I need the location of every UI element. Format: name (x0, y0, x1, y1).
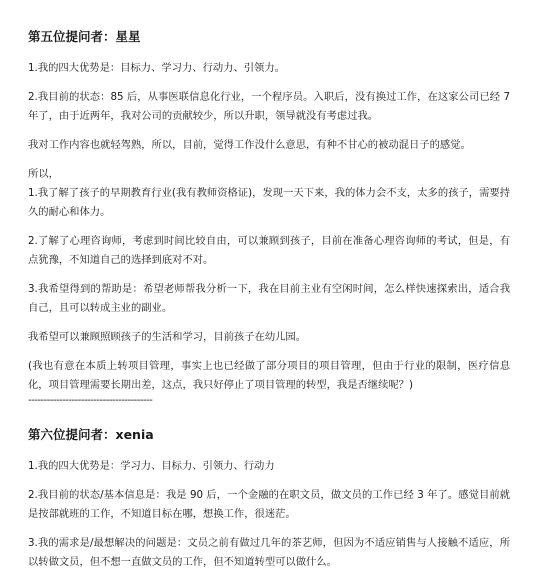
section-heading: 第五位提问者：星星 (28, 29, 141, 44)
paragraph: 3.我希望得到的帮助是：希望老师帮我分析一下，我在目前主业有空闲时间，怎么样快速探索出，适合我自己，且可以转成主业的副业。 (28, 283, 510, 314)
paragraph: (我也有意在本质上转项目管理，事实上也已经做了部分项目的项目管理，但由于行业的限制，医疗信息化，项目管理需要长期出差，这点，我只好停止了项目管理的转型，我是否继续呢？) (28, 360, 510, 391)
paragraph: 我对工作内容也就轻驾熟，所以，目前，觉得工作没什么意思，有种不甘心的被动混日子的感觉。 (28, 139, 471, 151)
paragraph: 2.了解了心理咨询师，考虑到时间比较自由，可以兼顾到孩子，目前在准备心理咨询师的考试，但是，有点犹豫，不知道自己的选择到底对不对。 (28, 235, 510, 266)
paragraph: 1.我的四大优势是：目标力、学习力、行动力、引领力。 (28, 62, 285, 74)
section-separator: ---------------------------------------- (28, 395, 153, 406)
paragraph: 所以， (28, 168, 59, 180)
paragraph: 1.我的四大优势是：学习力、目标力、引领力、行动力 (28, 460, 275, 472)
paragraph: 我希望可以兼顾照顾孩子的生活和学习，目前孩子在幼儿园。 (28, 331, 307, 343)
paragraph: 2.我目前的状态/基本信息是：我是 90 后，一个金融的在职文员，做文员的工作已经 3 年了。感觉目前就是按部就班的工作，不知道目标在哪，想换工作，很迷茫。 (28, 489, 510, 520)
paragraph: 1.我了解了孩子的早期教育行业(我有教师资格证)，发现一天下来，我的体力会不支，太多的孩子，需要持久的耐心和体力。 (28, 187, 510, 218)
paragraph: 2.我目前的状态：85 后，从事医联信息化行业，一个程序员。入职后，没有换过工作，在这家公司已经 7 年了，由于近两年，我对公司的贡献较少，所以升职，领导就没有考虑过我。 (28, 91, 510, 122)
paragraph: 3.我的需求是/最想解决的问题是：文员之前有做过几年的茶艺师，但因为不适应销售与人接触不适应，所以转做文员，但不想一直做文员的工作，但不知道转型可以做什么。 (28, 537, 510, 568)
section-heading: 第六位提问者：xenia (28, 427, 154, 442)
